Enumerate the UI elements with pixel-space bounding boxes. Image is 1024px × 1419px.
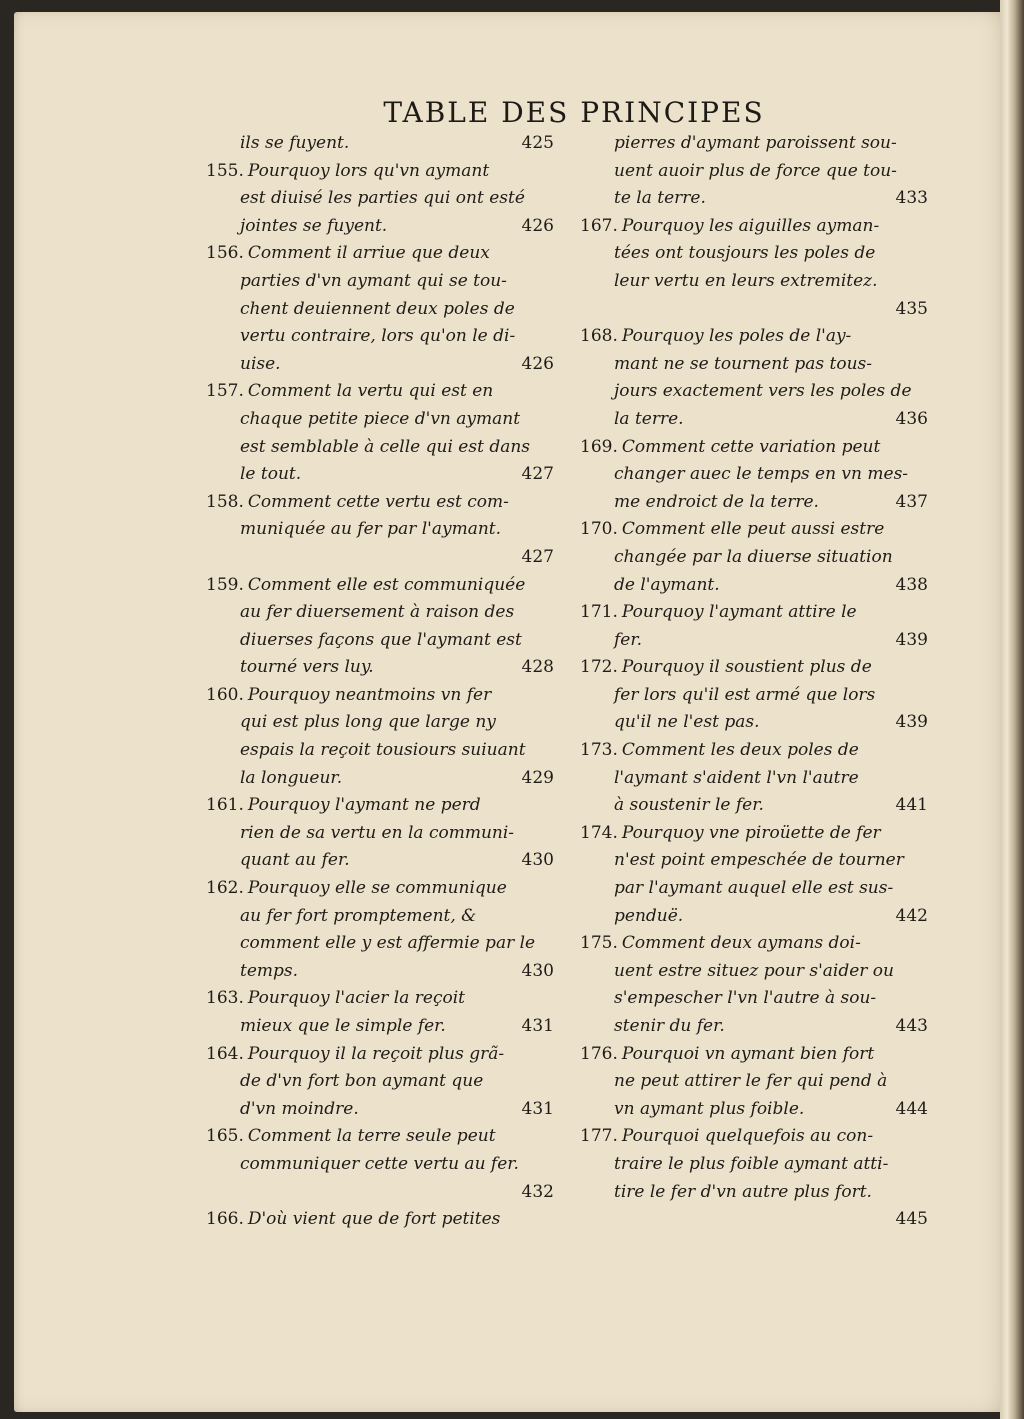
toc-line (206, 213, 558, 241)
page-reference: 429 (521, 767, 554, 788)
toc-line (580, 268, 932, 296)
toc-line (580, 765, 932, 793)
entry-text: au fer diuersement à raison des (240, 602, 515, 623)
toc-line (580, 1123, 932, 1151)
toc-line (580, 1206, 932, 1234)
entry-text: mieux que le simple fer. (240, 1016, 446, 1036)
entry-number: 158. (206, 491, 244, 512)
entry-text: ne peut attirer le fer qui pend à (614, 1071, 888, 1092)
entry-text: l'aymant s'aident l'vn l'autre (614, 767, 859, 788)
toc-line (580, 351, 932, 379)
toc-line (580, 378, 932, 406)
entry-text: à soustenir le fer. (614, 795, 764, 816)
toc-line (206, 406, 558, 434)
entry-text: Pourquoy l'aymant attire le (621, 602, 857, 623)
toc-line (580, 599, 932, 627)
running-head: TABLE DES PRINCIPES (383, 96, 765, 129)
page-reference: 432 (521, 1181, 554, 1202)
entry-text: Pourquoy les aiguilles ayman- (621, 215, 880, 236)
page-reference: 438 (895, 574, 928, 595)
toc-line (580, 1096, 932, 1124)
page-reference: 428 (521, 657, 554, 678)
entry-text: Comment elle peut aussi estre (621, 519, 885, 540)
toc-line (206, 572, 558, 600)
toc-line (206, 1068, 558, 1096)
entry-text: Comment deux aymans doi- (621, 933, 861, 954)
entry-number: 163. (206, 988, 244, 1009)
toc-line (580, 1179, 932, 1207)
entry-text: Comment cette vertu est com- (247, 491, 509, 512)
entry-text: stenir du fer. (614, 1016, 725, 1036)
entry-text: de d'vn fort bon aymant que (240, 1071, 484, 1092)
entry-text: fer lors qu'il est armé que lors (614, 684, 876, 705)
toc-line (206, 130, 558, 158)
page-reference: 435 (895, 298, 928, 319)
toc-line (206, 875, 558, 903)
toc-line (206, 544, 558, 572)
toc-line (206, 434, 558, 462)
toc-line (580, 323, 932, 351)
toc-line (580, 489, 932, 517)
entry-text: au fer fort promptement, & (240, 905, 477, 926)
entry-text: tourné vers luy. (240, 657, 374, 678)
page-reference: 442 (895, 905, 928, 926)
entry-text: rien de sa vertu en la communi- (240, 822, 515, 843)
page-reference: 427 (521, 546, 554, 567)
toc-line (206, 378, 558, 406)
entry-number: 168. (580, 326, 618, 347)
toc-line (206, 268, 558, 296)
page-reference: 445 (895, 1209, 928, 1230)
toc-line (206, 461, 558, 489)
entry-text: mant ne se tournent pas tous- (614, 353, 873, 374)
toc-line (206, 1041, 558, 1069)
toc-line (206, 1123, 558, 1151)
entry-text: diuerses façons que l'aymant est (240, 629, 522, 650)
entry-number: 155. (206, 160, 244, 181)
entry-text: n'est point empeschée de tourner (614, 850, 904, 871)
entry-text: jointes se fuyent. (240, 215, 388, 236)
entry-text: uent auoir plus de force que tou- (614, 160, 897, 181)
toc-line (206, 158, 558, 186)
toc-line (206, 296, 558, 324)
toc-line (580, 737, 932, 765)
entry-text: muniquée au fer par l'aymant. (240, 519, 502, 540)
page-reference: 431 (521, 1016, 554, 1036)
page-reference: 426 (521, 353, 554, 374)
entry-text: tire le fer d'vn autre plus fort. (614, 1181, 872, 1202)
toc-line (206, 903, 558, 931)
entry-text: qui est plus long que large ny (240, 712, 496, 733)
entry-text: uise. (240, 353, 281, 374)
toc-line (206, 351, 558, 379)
page-reference: 427 (521, 464, 554, 485)
toc-line (580, 406, 932, 434)
entry-number: 161. (206, 795, 244, 816)
toc-line (580, 1068, 932, 1096)
toc-line (580, 820, 932, 848)
toc-line (580, 654, 932, 682)
page-reference: 439 (895, 712, 928, 733)
toc-line (206, 1013, 558, 1041)
page-reference: 430 (521, 960, 554, 981)
toc-line (580, 185, 932, 213)
entry-text: parties d'vn aymant qui se tou- (240, 270, 507, 291)
toc-line (580, 240, 932, 268)
entry-text: penduë. (614, 905, 684, 926)
book-page (14, 12, 1014, 1412)
entry-number: 176. (580, 1043, 618, 1064)
page-reference: 436 (895, 408, 928, 429)
toc-line (580, 544, 932, 572)
entry-number: 162. (206, 878, 244, 899)
entry-number: 173. (580, 740, 618, 761)
entry-text: changer auec le temps en vn mes- (614, 464, 909, 485)
entry-text: est semblable à celle qui est dans (240, 436, 531, 457)
toc-line (206, 930, 558, 958)
toc-line (206, 185, 558, 213)
entry-text: D'où vient que de fort petites (247, 1209, 501, 1230)
entry-number: 169. (580, 436, 618, 457)
toc-line (206, 682, 558, 710)
entry-text: ils se fuyent. (240, 133, 350, 153)
toc-line (580, 847, 932, 875)
toc-line (580, 1041, 932, 1069)
entry-text: Pourquoy il la reçoit plus grã- (247, 1043, 505, 1064)
entry-text: Comment cette variation peut (621, 436, 881, 457)
entry-number: 172. (580, 657, 618, 678)
entry-number: 166. (206, 1209, 244, 1230)
toc-line (580, 930, 932, 958)
toc-line (580, 572, 932, 600)
entry-text: Pourquoy l'aymant ne perd (247, 795, 481, 816)
entry-text: vn aymant plus foible. (614, 1098, 805, 1119)
toc-line (580, 875, 932, 903)
entry-text: Pourquoy elle se communique (247, 878, 507, 899)
page-reference: 430 (521, 850, 554, 871)
toc-line (580, 682, 932, 710)
entry-text: temps. (240, 960, 299, 981)
entry-text: comment elle y est affermie par le (240, 933, 536, 954)
page-reference: 426 (521, 215, 554, 236)
toc-line (206, 847, 558, 875)
entry-text: Pourquoy l'acier la reçoit (247, 988, 465, 1009)
entry-text: uent estre situez pour s'aider ou (614, 960, 894, 981)
entry-text: le tout. (240, 464, 302, 485)
entry-text: Pourquoy neantmoins vn fer (247, 684, 492, 705)
entry-number: 164. (206, 1043, 244, 1064)
toc-line (206, 1096, 558, 1124)
entry-text: Pourquoi quelquefois au con- (621, 1126, 874, 1147)
entry-text: Pourquoi vn aymant bien fort (621, 1043, 875, 1064)
page-reference: 443 (895, 1016, 928, 1036)
entry-text: s'empescher l'vn l'autre à sou- (614, 988, 877, 1009)
entry-text: Comment la vertu qui est en (247, 381, 494, 402)
toc-line (206, 985, 558, 1013)
toc-line (206, 958, 558, 986)
toc-line (580, 709, 932, 737)
entry-number: 167. (580, 215, 618, 236)
entry-text: par l'aymant auquel elle est sus- (614, 878, 894, 899)
entry-text: de l'aymant. (614, 574, 720, 595)
toc-line (206, 240, 558, 268)
page-reference: 439 (895, 629, 928, 650)
toc-line (206, 1151, 558, 1179)
entry-number: 159. (206, 574, 244, 595)
entry-number: 165. (206, 1126, 244, 1147)
page-reference: 425 (521, 133, 554, 153)
entry-text: leur vertu en leurs extremitez. (614, 270, 878, 291)
toc-line (580, 130, 932, 158)
entry-text: pierres d'aymant paroissent sou- (614, 133, 897, 153)
entry-number: 177. (580, 1126, 618, 1147)
page-reference: 433 (895, 188, 928, 209)
toc-line (580, 1013, 932, 1041)
toc-line (580, 958, 932, 986)
entry-text: changée par la diuerse situation (614, 546, 893, 567)
toc-line (206, 1206, 558, 1234)
toc-line (206, 792, 558, 820)
entry-text: traire le plus foible aymant atti- (614, 1153, 889, 1174)
entry-text: Pourquoy il soustient plus de (621, 657, 872, 678)
left-column (206, 130, 558, 1234)
page-edge (1000, 0, 1024, 1419)
entry-text: communiquer cette vertu au fer. (240, 1153, 519, 1174)
entry-text: fer. (614, 629, 643, 650)
entry-text: la longueur. (240, 767, 343, 788)
toc-line (206, 489, 558, 517)
entry-number: 160. (206, 684, 244, 705)
toc-line (580, 213, 932, 241)
entry-number: 157. (206, 381, 244, 402)
toc-line (580, 516, 932, 544)
toc-line (206, 516, 558, 544)
page-reference: 437 (895, 491, 928, 512)
entry-text: chaque petite piece d'vn aymant (240, 408, 521, 429)
toc-line (580, 903, 932, 931)
entry-text: est diuisé les parties qui ont esté (240, 188, 525, 209)
entry-text: me endroict de la terre. (614, 491, 819, 512)
entry-number: 171. (580, 602, 618, 623)
toc-line (580, 461, 932, 489)
toc-line (206, 820, 558, 848)
entry-text: la terre. (614, 408, 684, 429)
page-reference: 441 (895, 795, 928, 816)
toc-line (580, 792, 932, 820)
entry-text: Pourquoy lors qu'vn aymant (247, 160, 490, 181)
entry-text: qu'il ne l'est pas. (614, 712, 760, 733)
entry-number: 174. (580, 822, 618, 843)
toc-line (206, 323, 558, 351)
entry-text: tées ont tousjours les poles de (614, 243, 876, 264)
entry-number: 156. (206, 243, 244, 264)
entry-text: d'vn moindre. (240, 1098, 359, 1119)
entry-text: chent deuiennent deux poles de (240, 298, 515, 319)
toc-line (206, 599, 558, 627)
entry-number: 170. (580, 519, 618, 540)
entry-text: Comment les deux poles de (621, 740, 859, 761)
toc-line (206, 627, 558, 655)
toc-line (580, 1151, 932, 1179)
entry-text: Pourquoy les poles de l'ay- (621, 326, 852, 347)
toc-line (206, 654, 558, 682)
toc-line (206, 765, 558, 793)
toc-line (206, 709, 558, 737)
toc-line (206, 1179, 558, 1207)
entry-text: Comment elle est communiquée (247, 574, 526, 595)
toc-line (580, 985, 932, 1013)
entry-text: espais la reçoit tousiours suiuant (240, 740, 526, 761)
entry-text: Pourquoy vne piroüette de fer (621, 822, 881, 843)
toc-line (580, 158, 932, 186)
page-reference: 431 (521, 1098, 554, 1119)
entry-text: jours exactement vers les poles de (614, 381, 912, 402)
entry-text: Comment il arriue que deux (247, 243, 490, 264)
entry-text: Comment la terre seule peut (247, 1126, 496, 1147)
entry-text: quant au fer. (240, 850, 350, 871)
page-reference: 444 (895, 1098, 928, 1119)
toc-line (580, 627, 932, 655)
right-column (580, 130, 932, 1234)
toc-line (580, 434, 932, 462)
entry-number: 175. (580, 933, 618, 954)
toc-line (206, 737, 558, 765)
entry-text: te la terre. (614, 188, 706, 209)
toc-line (580, 296, 932, 324)
entry-text: vertu contraire, lors qu'on le di- (240, 326, 516, 347)
